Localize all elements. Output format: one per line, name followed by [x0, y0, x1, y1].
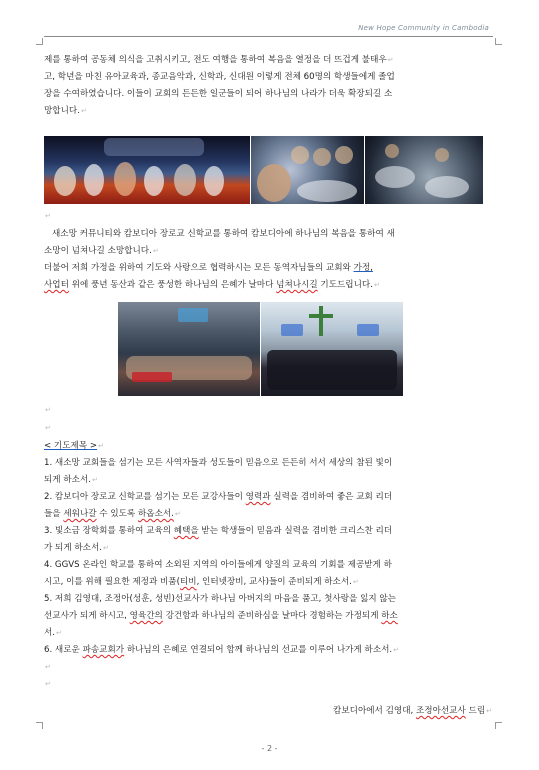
text-line: 넘쳐나시길 — [276, 280, 318, 290]
prayer-item: 하나님의 은혜로 연결되어 함께 하나님의 선교를 이루어 나가게 하소서. — [124, 645, 393, 655]
page-number: - 2 - — [261, 744, 278, 753]
prayer-item: 받는 학생들이 믿음과 실력을 겸비한 크리스찬 리더 — [198, 526, 393, 536]
prayer-item: 영력과 — [245, 492, 271, 502]
empty-line: ↵ — [45, 424, 51, 432]
prayer-item: 티비 — [179, 577, 197, 587]
paragraph-graduation: 제를 통하여 공동체 의식을 고취시키고, 전도 여행을 통하여 복음을 열정을 더 뜨겁게 불태우↵ 고, 학년을 마친 유아교육과, 종교음악과, 신학과, 신대원 이렇게 전체 60명의 학생들에게 졸업 장을 수여하였습니다. 이들이 교회의 든든한 일군들이 되어 하나님의 나라가 더욱 확장되길 소 망합니다.↵ — [44, 55, 395, 116]
prayer-item: 세워나갈 — [63, 509, 97, 519]
prayer-item: , 인터넷장비, 교사)들이 준비되게 하소서. — [196, 577, 352, 587]
text-line: 장을 수여하였습니다. 이들이 교회의 든든한 일군들이 되어 하나님의 나라가 더욱 확장되길 소 — [44, 89, 393, 99]
text-line: 가정, — [353, 263, 373, 273]
prayer-item: 영육간의 — [129, 611, 163, 621]
text-line: 기도드립니다. — [317, 280, 373, 290]
prayer-item: 선교사가 되게 하시고, — [44, 611, 130, 621]
prayer-item: 시고, 이를 위해 필요한 제정과 비품( — [44, 577, 180, 587]
text-line: 새소망 커뮤니티와 캄보디아 장로교 신학교를 통하여 캄보디아에 하나님의 복음을 통하여 새 — [52, 229, 395, 239]
margin-corner-mark — [36, 38, 43, 45]
photo-festival-stage — [44, 136, 250, 204]
text-line: 사업터 — [44, 280, 69, 290]
text-line: 소망이 넘쳐나길 소망합니다. — [44, 246, 152, 256]
margin-corner-mark — [495, 38, 502, 45]
text-line: 망합니다. — [44, 106, 80, 116]
prayer-item: 혜택을 — [173, 526, 199, 536]
prayer-heading: < 기도제목 > — [44, 441, 98, 451]
signature: 캄보디아에서 김영대, 조정아선교사 드림↵ — [333, 706, 492, 716]
prayer-item: 4. GGVS 온라인 학교를 통하여 소외된 지역의 아이들에게 양질의 교육의 기회를 제공받게 하 — [44, 560, 392, 570]
prayer-item: 수 있도록 — [96, 509, 138, 519]
prayer-item: 5. 저희 김영대, 조정아(성훈, 성빈)선교사가 하나님 아버지의 마음을 품고, 첫사랑을 잃지 않는 — [44, 594, 397, 604]
margin-corner-mark — [36, 722, 43, 729]
prayer-item: 들을 — [44, 509, 64, 519]
prayer-item: 실력을 겸비하여 좋은 교회 리더 — [270, 492, 393, 502]
text-line: 위에 풍년 동산과 같은 풍성한 하나님의 은혜가 날마다 — [68, 280, 277, 290]
photo-graduation-ceremony — [261, 302, 403, 396]
signature-text: 캄보디아에서 김영대, — [333, 706, 416, 716]
header-rule — [44, 36, 493, 37]
photo-church-congregation — [118, 302, 260, 396]
margin-corner-mark — [495, 722, 502, 729]
signature-text: 드림 — [465, 706, 486, 716]
empty-line: ↵ — [45, 406, 51, 414]
text-line: 더불어 저희 가정을 위하여 기도와 사랑으로 협력하시는 모든 동역자님들의 교회와 — [44, 263, 354, 273]
photo-selfie-group — [251, 136, 364, 204]
prayer-item: 하소 — [381, 611, 398, 621]
empty-line: ↵ — [45, 212, 51, 220]
running-header: New Hope Community in Cambodia — [358, 24, 489, 32]
prayer-item: 2. 캄보디아 장로교 신학교를 섬기는 모든 교강사들이 — [44, 492, 246, 502]
prayer-item: 서. — [44, 628, 56, 638]
prayer-item: 1. 새소망 교회들을 섬기는 모든 사역자들과 성도들이 믿음으로 든든히 서서 세상의 참된 빛이 — [44, 458, 393, 468]
paragraph-blessing: 더불어 저희 가정을 위하여 기도와 사랑으로 협력하시는 모든 동역자님들의 교회와 가정, 사업터 위에 풍년 동산과 같은 풍성한 하나님의 은혜가 날마다 넘쳐나시길 기도드립니다.↵ — [44, 263, 380, 290]
text-line: 제를 통하여 공동체 의식을 고취시키고, 전도 여행을 통하여 복음을 열정을 더 뜨겁게 불태우 — [44, 55, 387, 65]
text-line: 고, 학년을 마친 유아교육과, 종교음악과, 신학과, 신대원 이렇게 전체 60명의 학생들에게 졸업 — [44, 72, 395, 82]
paragraph-hope: 새소망 커뮤니티와 캄보디아 장로교 신학교를 통하여 캄보디아에 하나님의 복음을 통하여 새 소망이 넘쳐나길 소망합니다.↵ — [44, 229, 395, 256]
prayer-item: 6. 새로운 — [44, 645, 83, 655]
photo-dinner-gathering — [365, 136, 483, 204]
prayer-item: 하옵소서. — [137, 509, 174, 519]
prayer-item: 파송교회가 — [82, 645, 125, 655]
prayer-list: < 기도제목 >↵ 1. 새소망 교회들을 섬기는 모든 사역자들과 성도들이 믿음으로 든든히 서서 세상의 참된 빛이 되게 하소서.↵ 2. 캄보디아 장로교 신학교를 섬기는 모든 교강사들이 영력과 실력을 겸비하여 좋은 교회 리더 들을 세워나갈 수 있도록 하옵소서.↵ 3. 빛소금 장학회를 통하여 교육의 혜택을 받는 학생들이 믿음과 실력을 겸비한 크리스찬 리더 가 되게 하소서.↵ 4. GGVS 온라인 학교를 통하여 소외된 지역의 아이들에게 양질의 교육의 기회를 제공받게 하 시고, 이를 위해 필요한 제정과 비품(티비, 인터넷장비, 교사)들이 준비되게 하소서.↵ 5. 저희 김영대, 조정아(성훈, 성빈)선교사가 하나님 아버지의 마음을 품고, 첫사랑을 잃지 않는 선교사가 되게 하시고, 영육간의 강건함과 하나님의 준비하심을 날마다 경험하는 가정되게 하소 서.↵ 6. 새로운 파송교회가 하나님의 은혜로 연결되어 함께 하나님의 선교를 이루어 나가게 하소서.↵ ↵ ↵ — [44, 441, 400, 688]
prayer-item: 되게 하소서. — [44, 475, 91, 485]
prayer-item: 3. 빛소금 장학회를 통하여 교육의 — [44, 526, 174, 536]
prayer-item: 강건함과 하나님의 준비하심을 날마다 경험하는 가정되게 — [162, 611, 382, 621]
prayer-item: 가 되게 하소서. — [44, 543, 103, 553]
signature-text: 조정아선교사 — [415, 706, 466, 716]
